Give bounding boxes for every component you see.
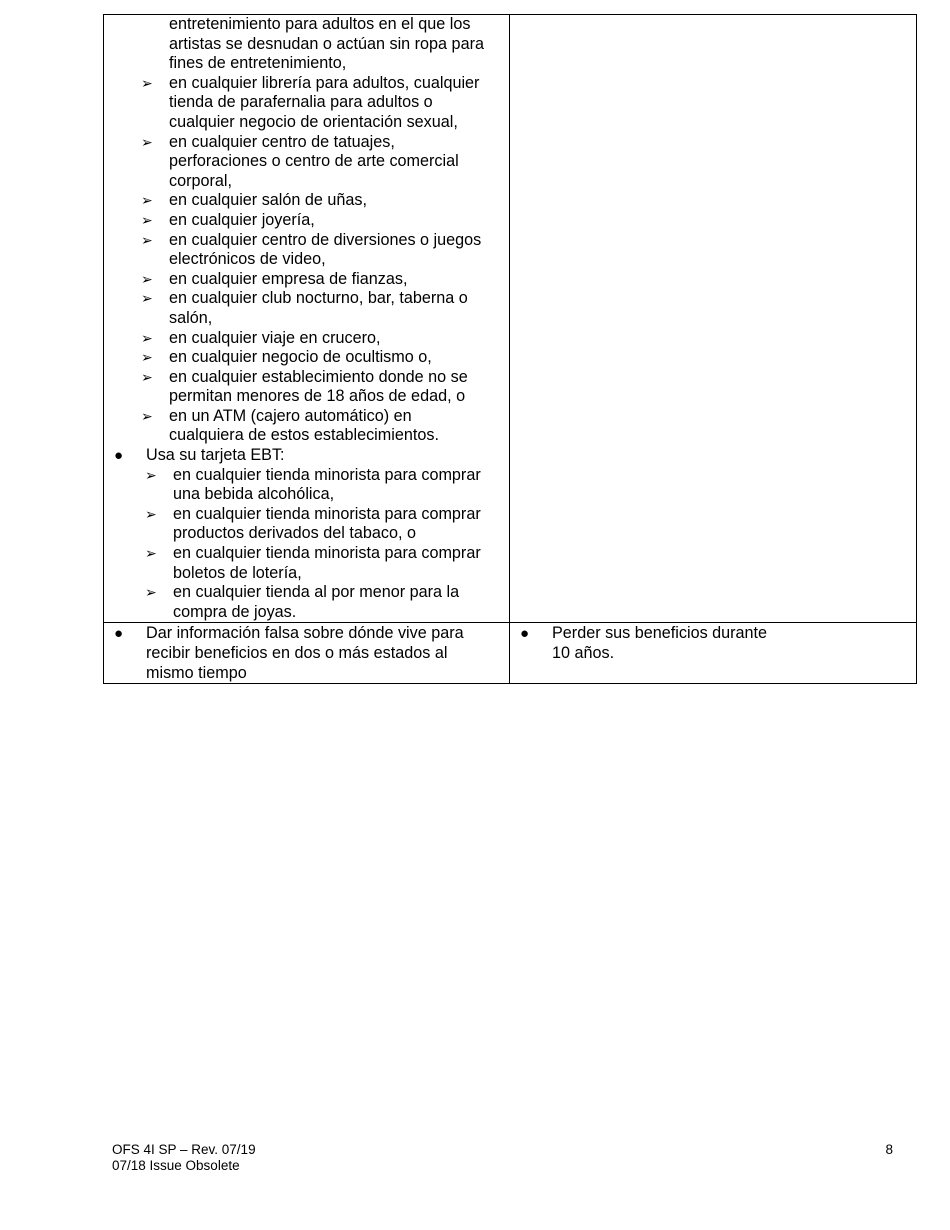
bullet-item-false-info: ● Dar información falsa sobre dónde vive para recibir beneficios en dos o más estados al mismo tiempo [114,624,464,682]
arrow-bullet-icon: ➢ [141,270,153,287]
table-row [104,623,917,684]
list-item: ➢ en cualquier establecimiento donde no se permitan menores de 18 años de edad, o [141,367,468,406]
list-item: ➢ en cualquier viaje en crucero, [141,328,381,347]
violation-cell [104,15,510,623]
penalty-cell [510,623,917,684]
arrow-bullet-icon: ➢ [141,368,153,385]
arrow-bullet-icon: ➢ [141,349,153,366]
penalty-cell-empty [510,15,917,623]
list-item: ➢ en cualquier centro de diversiones o juegos electrónicos de video, [141,230,482,269]
bullet-item-penalty: ● Perder sus beneficios durante 10 años. [520,624,768,662]
page-number: 8 [885,1142,893,1157]
continued-text: entretenimiento para adultos en el que los artistas se desnudan o actúan sin ropa para fines de entretenimiento, [169,15,484,73]
list-item: ➢ en cualquier negocio de ocultismo o, [141,348,432,367]
bullet-item-ebt: ● Usa su tarjeta EBT: [114,446,285,465]
bullet-icon: ● [114,447,124,465]
arrow-bullet-icon: ➢ [141,211,153,228]
list-item: ➢ en cualquier centro de tatuajes, perforaciones o centro de arte comercial corporal, [141,132,459,190]
arrow-bullet-icon: ➢ [141,74,153,91]
list-item: ➢ en cualquier tienda al por menor para la compra de joyas. [145,583,460,621]
list-item: ➢ en cualquier salón de uñas, [141,191,367,210]
table-row [104,15,917,623]
list-item: ➢ en cualquier empresa de fianzas, [141,269,408,288]
arrow-bullet-icon: ➢ [145,466,157,483]
bullet-icon: ● [520,625,530,643]
list-item: ➢ en cualquier club nocturno, bar, taberna o salón, [141,289,468,327]
list-item: ➢ en cualquier tienda minorista para comprar una bebida alcohólica, [145,465,481,504]
violation-cell [104,623,510,684]
bullet-icon: ● [114,625,124,643]
list-item: ➢ en un ATM (cajero automático) en cualquiera de estos establecimientos. [141,406,439,445]
list-item: ➢ en cualquier librería para adultos, cualquier tienda de parafernalia para adultos o cualquier negocio de orientación sexual, [141,73,480,131]
arrow-bullet-icon: ➢ [141,290,153,307]
list-item: ➢ en cualquier joyería, [141,210,315,229]
penalties-table [103,14,917,684]
arrow-bullet-icon: ➢ [145,545,157,562]
arrow-bullet-icon: ➢ [145,584,157,601]
arrow-bullet-icon: ➢ [145,505,157,522]
form-id: OFS 4I SP – Rev. 07/19 [112,1142,256,1157]
arrow-bullet-icon: ➢ [141,133,153,150]
footer-form-info [112,1142,256,1174]
arrow-bullet-icon: ➢ [141,407,153,424]
list-item: ➢ en cualquier tienda minorista para comprar productos derivados del tabaco, o [145,504,481,543]
arrow-bullet-icon: ➢ [141,329,153,346]
list-item: ➢ en cualquier tienda minorista para comprar boletos de lotería, [145,544,481,582]
obsolete-note: 07/18 Issue Obsolete [112,1158,240,1173]
arrow-bullet-icon: ➢ [141,192,153,209]
arrow-bullet-icon: ➢ [141,231,153,248]
